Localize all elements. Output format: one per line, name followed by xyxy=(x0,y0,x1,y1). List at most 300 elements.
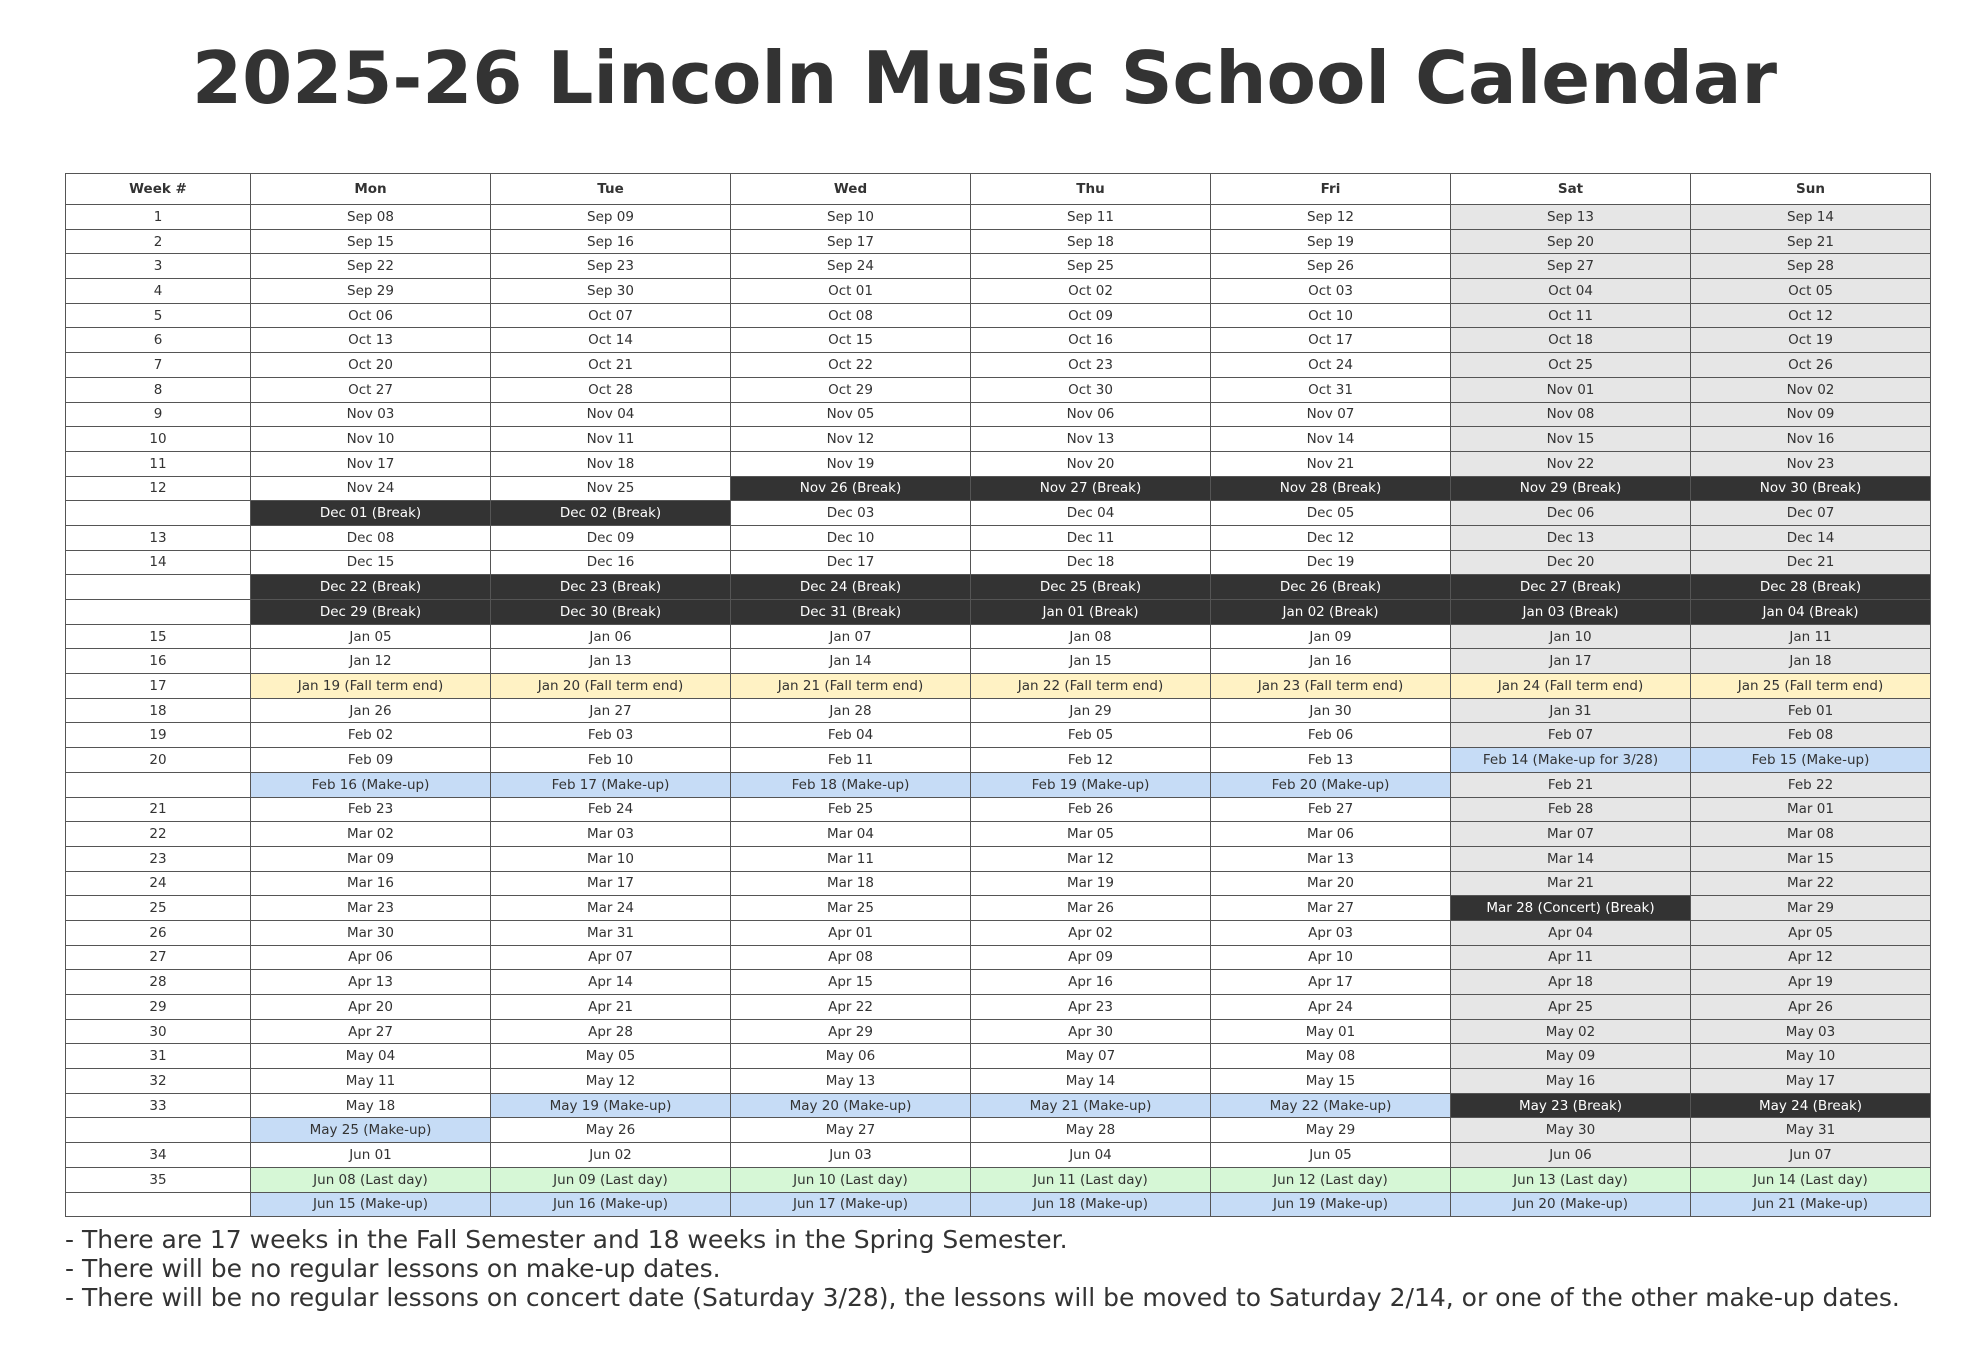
week-number-cell: 32 xyxy=(66,1069,251,1094)
week-number-cell: 17 xyxy=(66,674,251,699)
date-cell: Mar 15 xyxy=(1691,846,1931,871)
table-row xyxy=(66,846,1931,871)
week-number-cell xyxy=(66,600,251,625)
table-row xyxy=(66,1192,1931,1217)
table-row xyxy=(66,205,1931,230)
table-row xyxy=(66,1069,1931,1094)
week-number-cell: 4 xyxy=(66,279,251,304)
week-number-cell: 2 xyxy=(66,229,251,254)
date-cell: Oct 05 xyxy=(1691,279,1931,304)
date-cell: Nov 19 xyxy=(731,451,971,476)
date-cell: Mar 27 xyxy=(1211,896,1451,921)
date-cell: Nov 04 xyxy=(491,402,731,427)
date-cell: Jun 01 xyxy=(251,1143,491,1168)
week-number-cell: 18 xyxy=(66,698,251,723)
date-cell: Oct 24 xyxy=(1211,353,1451,378)
date-cell: Sep 26 xyxy=(1211,254,1451,279)
date-cell: Feb 04 xyxy=(731,723,971,748)
table-row xyxy=(66,822,1931,847)
date-cell: May 04 xyxy=(251,1044,491,1069)
week-number-cell: 3 xyxy=(66,254,251,279)
date-cell: Mar 12 xyxy=(971,846,1211,871)
column-header-fri: Fri xyxy=(1211,174,1451,205)
date-cell-break: Mar 28 (Concert) (Break) xyxy=(1451,896,1691,921)
date-cell: Feb 23 xyxy=(251,797,491,822)
date-cell: Dec 09 xyxy=(491,525,731,550)
column-header-week: Week # xyxy=(66,174,251,205)
date-cell: Apr 01 xyxy=(731,920,971,945)
date-cell: Apr 30 xyxy=(971,1019,1211,1044)
date-cell: Mar 24 xyxy=(491,896,731,921)
date-cell: Oct 30 xyxy=(971,377,1211,402)
date-cell: Mar 13 xyxy=(1211,846,1451,871)
table-header-row xyxy=(66,174,1931,205)
date-cell-makeup: Feb 14 (Make-up for 3/28) xyxy=(1451,748,1691,773)
week-number-cell xyxy=(66,1118,251,1143)
date-cell: Mar 17 xyxy=(491,871,731,896)
date-cell: Mar 10 xyxy=(491,846,731,871)
date-cell: Sep 19 xyxy=(1211,229,1451,254)
date-cell: Apr 11 xyxy=(1451,945,1691,970)
date-cell: May 07 xyxy=(971,1044,1211,1069)
date-cell: Feb 11 xyxy=(731,748,971,773)
note-line: - There will be no regular lessons on make-up dates. xyxy=(65,1254,721,1283)
date-cell: Feb 27 xyxy=(1211,797,1451,822)
week-number-cell: 16 xyxy=(66,649,251,674)
date-cell-term-end: Jan 20 (Fall term end) xyxy=(491,674,731,699)
week-number-cell: 12 xyxy=(66,476,251,501)
table-row xyxy=(66,945,1931,970)
date-cell: Jun 04 xyxy=(971,1143,1211,1168)
date-cell: Mar 08 xyxy=(1691,822,1931,847)
note-line: - There are 17 weeks in the Fall Semester and 18 weeks in the Spring Semester. xyxy=(65,1225,1068,1254)
notes xyxy=(65,1225,1945,1312)
date-cell: Sep 27 xyxy=(1451,254,1691,279)
date-cell-break: Nov 29 (Break) xyxy=(1451,476,1691,501)
date-cell: Nov 18 xyxy=(491,451,731,476)
table-row xyxy=(66,1167,1931,1192)
week-number-cell: 11 xyxy=(66,451,251,476)
date-cell-break: Dec 31 (Break) xyxy=(731,600,971,625)
week-number-cell: 28 xyxy=(66,970,251,995)
date-cell: Nov 09 xyxy=(1691,402,1931,427)
date-cell: Apr 25 xyxy=(1451,995,1691,1020)
week-number-cell: 21 xyxy=(66,797,251,822)
table-row xyxy=(66,920,1931,945)
column-header-mon: Mon xyxy=(251,174,491,205)
date-cell: May 18 xyxy=(251,1093,491,1118)
table-row xyxy=(66,254,1931,279)
date-cell: Nov 08 xyxy=(1451,402,1691,427)
date-cell: Oct 28 xyxy=(491,377,731,402)
date-cell-break: Dec 27 (Break) xyxy=(1451,575,1691,600)
date-cell: Dec 13 xyxy=(1451,525,1691,550)
date-cell: Jan 07 xyxy=(731,624,971,649)
page-title: 2025-26 Lincoln Music School Calendar xyxy=(192,36,1777,120)
table-row xyxy=(66,1019,1931,1044)
date-cell: Dec 21 xyxy=(1691,550,1931,575)
date-cell: Oct 21 xyxy=(491,353,731,378)
date-cell: Sep 28 xyxy=(1691,254,1931,279)
date-cell: Oct 20 xyxy=(251,353,491,378)
date-cell: Sep 08 xyxy=(251,205,491,230)
date-cell: Apr 20 xyxy=(251,995,491,1020)
date-cell: Apr 08 xyxy=(731,945,971,970)
table-row xyxy=(66,624,1931,649)
date-cell-break: Jan 03 (Break) xyxy=(1451,600,1691,625)
date-cell: Nov 20 xyxy=(971,451,1211,476)
table-body xyxy=(66,205,1931,1217)
date-cell-term-end: Jan 22 (Fall term end) xyxy=(971,674,1211,699)
date-cell: Jan 16 xyxy=(1211,649,1451,674)
date-cell: May 14 xyxy=(971,1069,1211,1094)
date-cell: Jan 28 xyxy=(731,698,971,723)
date-cell-makeup: May 21 (Make-up) xyxy=(971,1093,1211,1118)
table-row xyxy=(66,377,1931,402)
week-number-cell: 1 xyxy=(66,205,251,230)
date-cell: Mar 03 xyxy=(491,822,731,847)
date-cell: May 08 xyxy=(1211,1044,1451,1069)
date-cell-break: Dec 22 (Break) xyxy=(251,575,491,600)
date-cell: Oct 11 xyxy=(1451,303,1691,328)
date-cell: Apr 17 xyxy=(1211,970,1451,995)
table-row xyxy=(66,1118,1931,1143)
date-cell: Dec 14 xyxy=(1691,525,1931,550)
date-cell: Jan 09 xyxy=(1211,624,1451,649)
date-cell: Apr 28 xyxy=(491,1019,731,1044)
table-row xyxy=(66,674,1931,699)
table-row xyxy=(66,797,1931,822)
date-cell-break: May 23 (Break) xyxy=(1451,1093,1691,1118)
date-cell: Dec 10 xyxy=(731,525,971,550)
date-cell: Jan 14 xyxy=(731,649,971,674)
date-cell-term-end: Jan 24 (Fall term end) xyxy=(1451,674,1691,699)
date-cell: Jan 05 xyxy=(251,624,491,649)
date-cell: Sep 29 xyxy=(251,279,491,304)
date-cell: Apr 24 xyxy=(1211,995,1451,1020)
date-cell-makeup: Feb 19 (Make-up) xyxy=(971,772,1211,797)
date-cell: Feb 05 xyxy=(971,723,1211,748)
date-cell: Nov 23 xyxy=(1691,451,1931,476)
week-number-cell: 10 xyxy=(66,427,251,452)
date-cell: Mar 01 xyxy=(1691,797,1931,822)
date-cell: Mar 31 xyxy=(491,920,731,945)
table-row xyxy=(66,896,1931,921)
date-cell-term-end: Jan 23 (Fall term end) xyxy=(1211,674,1451,699)
date-cell-makeup: May 20 (Make-up) xyxy=(731,1093,971,1118)
week-number-cell: 15 xyxy=(66,624,251,649)
week-number-cell: 9 xyxy=(66,402,251,427)
date-cell: Oct 09 xyxy=(971,303,1211,328)
date-cell-makeup: Jun 16 (Make-up) xyxy=(491,1192,731,1217)
date-cell: Apr 21 xyxy=(491,995,731,1020)
week-number-cell: 24 xyxy=(66,871,251,896)
date-cell-break: Jan 01 (Break) xyxy=(971,600,1211,625)
date-cell: Apr 07 xyxy=(491,945,731,970)
date-cell: May 31 xyxy=(1691,1118,1931,1143)
table-row xyxy=(66,550,1931,575)
date-cell: Mar 30 xyxy=(251,920,491,945)
date-cell-makeup: May 19 (Make-up) xyxy=(491,1093,731,1118)
week-number-cell: 8 xyxy=(66,377,251,402)
date-cell: Mar 16 xyxy=(251,871,491,896)
date-cell: Oct 23 xyxy=(971,353,1211,378)
date-cell: Dec 20 xyxy=(1451,550,1691,575)
date-cell: Apr 04 xyxy=(1451,920,1691,945)
table-row xyxy=(66,970,1931,995)
date-cell-break: Dec 02 (Break) xyxy=(491,501,731,526)
date-cell-break: Nov 30 (Break) xyxy=(1691,476,1931,501)
date-cell-break: Dec 24 (Break) xyxy=(731,575,971,600)
date-cell: Sep 17 xyxy=(731,229,971,254)
date-cell: Nov 05 xyxy=(731,402,971,427)
date-cell: Jan 30 xyxy=(1211,698,1451,723)
table-row xyxy=(66,995,1931,1020)
date-cell: May 03 xyxy=(1691,1019,1931,1044)
date-cell: Jan 31 xyxy=(1451,698,1691,723)
date-cell: Sep 14 xyxy=(1691,205,1931,230)
date-cell: May 29 xyxy=(1211,1118,1451,1143)
date-cell: Nov 07 xyxy=(1211,402,1451,427)
date-cell-last-day: Jun 09 (Last day) xyxy=(491,1167,731,1192)
week-number-cell xyxy=(66,772,251,797)
calendar-table xyxy=(65,173,1931,1217)
date-cell: Dec 04 xyxy=(971,501,1211,526)
date-cell: Feb 03 xyxy=(491,723,731,748)
date-cell: May 15 xyxy=(1211,1069,1451,1094)
date-cell: Oct 15 xyxy=(731,328,971,353)
date-cell: Mar 25 xyxy=(731,896,971,921)
table-row xyxy=(66,353,1931,378)
date-cell: Nov 17 xyxy=(251,451,491,476)
date-cell: Nov 10 xyxy=(251,427,491,452)
table-row xyxy=(66,772,1931,797)
date-cell: Oct 25 xyxy=(1451,353,1691,378)
date-cell: Oct 03 xyxy=(1211,279,1451,304)
date-cell: Oct 14 xyxy=(491,328,731,353)
date-cell: Feb 08 xyxy=(1691,723,1931,748)
date-cell: Feb 02 xyxy=(251,723,491,748)
date-cell-makeup: Feb 20 (Make-up) xyxy=(1211,772,1451,797)
date-cell: Apr 02 xyxy=(971,920,1211,945)
week-number-cell: 30 xyxy=(66,1019,251,1044)
date-cell: Apr 10 xyxy=(1211,945,1451,970)
table-row xyxy=(66,451,1931,476)
date-cell: Dec 07 xyxy=(1691,501,1931,526)
date-cell: Nov 22 xyxy=(1451,451,1691,476)
date-cell: Feb 12 xyxy=(971,748,1211,773)
date-cell-last-day: Jun 13 (Last day) xyxy=(1451,1167,1691,1192)
date-cell-makeup: Jun 17 (Make-up) xyxy=(731,1192,971,1217)
date-cell: Oct 08 xyxy=(731,303,971,328)
date-cell: Nov 24 xyxy=(251,476,491,501)
date-cell-makeup: Jun 18 (Make-up) xyxy=(971,1192,1211,1217)
date-cell-makeup: May 25 (Make-up) xyxy=(251,1118,491,1143)
table-row xyxy=(66,698,1931,723)
date-cell: Sep 10 xyxy=(731,205,971,230)
date-cell: Dec 18 xyxy=(971,550,1211,575)
date-cell: Feb 10 xyxy=(491,748,731,773)
date-cell: Mar 06 xyxy=(1211,822,1451,847)
date-cell: Nov 01 xyxy=(1451,377,1691,402)
date-cell: May 16 xyxy=(1451,1069,1691,1094)
date-cell: Oct 06 xyxy=(251,303,491,328)
date-cell-break: Dec 28 (Break) xyxy=(1691,575,1931,600)
week-number-cell: 34 xyxy=(66,1143,251,1168)
table-row xyxy=(66,279,1931,304)
table-row xyxy=(66,723,1931,748)
week-number-cell xyxy=(66,1192,251,1217)
date-cell: Sep 15 xyxy=(251,229,491,254)
date-cell: Mar 14 xyxy=(1451,846,1691,871)
date-cell: Oct 31 xyxy=(1211,377,1451,402)
date-cell: Dec 19 xyxy=(1211,550,1451,575)
date-cell-makeup: Jun 20 (Make-up) xyxy=(1451,1192,1691,1217)
date-cell: May 11 xyxy=(251,1069,491,1094)
date-cell: Jan 29 xyxy=(971,698,1211,723)
date-cell: Nov 15 xyxy=(1451,427,1691,452)
date-cell: Jun 03 xyxy=(731,1143,971,1168)
date-cell: Sep 12 xyxy=(1211,205,1451,230)
week-number-cell: 22 xyxy=(66,822,251,847)
date-cell: May 10 xyxy=(1691,1044,1931,1069)
week-number-cell: 29 xyxy=(66,995,251,1020)
date-cell: Sep 18 xyxy=(971,229,1211,254)
date-cell: Apr 16 xyxy=(971,970,1211,995)
date-cell: Jun 02 xyxy=(491,1143,731,1168)
table-row xyxy=(66,427,1931,452)
week-number-cell: 27 xyxy=(66,945,251,970)
column-header-tue: Tue xyxy=(491,174,731,205)
date-cell: Nov 11 xyxy=(491,427,731,452)
date-cell-makeup: Feb 15 (Make-up) xyxy=(1691,748,1931,773)
date-cell: Jan 13 xyxy=(491,649,731,674)
date-cell: May 05 xyxy=(491,1044,731,1069)
date-cell: Apr 27 xyxy=(251,1019,491,1044)
table-row xyxy=(66,303,1931,328)
date-cell-last-day: Jun 08 (Last day) xyxy=(251,1167,491,1192)
week-number-cell: 33 xyxy=(66,1093,251,1118)
date-cell-last-day: Jun 10 (Last day) xyxy=(731,1167,971,1192)
date-cell: Feb 01 xyxy=(1691,698,1931,723)
table-row xyxy=(66,501,1931,526)
table-row xyxy=(66,1044,1931,1069)
date-cell: Mar 22 xyxy=(1691,871,1931,896)
date-cell: Sep 11 xyxy=(971,205,1211,230)
date-cell: May 01 xyxy=(1211,1019,1451,1044)
date-cell: Sep 09 xyxy=(491,205,731,230)
date-cell-makeup: Jun 15 (Make-up) xyxy=(251,1192,491,1217)
table-row xyxy=(66,575,1931,600)
date-cell: Mar 26 xyxy=(971,896,1211,921)
date-cell: Feb 07 xyxy=(1451,723,1691,748)
date-cell: Sep 21 xyxy=(1691,229,1931,254)
date-cell: Feb 25 xyxy=(731,797,971,822)
date-cell: Feb 22 xyxy=(1691,772,1931,797)
table-row xyxy=(66,600,1931,625)
date-cell-last-day: Jun 12 (Last day) xyxy=(1211,1167,1451,1192)
date-cell: Nov 03 xyxy=(251,402,491,427)
date-cell: Jan 10 xyxy=(1451,624,1691,649)
date-cell: Jun 06 xyxy=(1451,1143,1691,1168)
note-line: - There will be no regular lessons on concert date (Saturday 3/28), the lessons will be moved to Saturday 2/14, or one of the other make-up dates. xyxy=(65,1283,1900,1312)
week-number-cell xyxy=(66,501,251,526)
week-number-cell: 20 xyxy=(66,748,251,773)
date-cell: Oct 29 xyxy=(731,377,971,402)
date-cell: May 06 xyxy=(731,1044,971,1069)
date-cell: Dec 12 xyxy=(1211,525,1451,550)
date-cell: Sep 23 xyxy=(491,254,731,279)
date-cell-makeup: Feb 17 (Make-up) xyxy=(491,772,731,797)
table-row xyxy=(66,748,1931,773)
date-cell: Oct 17 xyxy=(1211,328,1451,353)
week-number-cell: 6 xyxy=(66,328,251,353)
date-cell: Apr 26 xyxy=(1691,995,1931,1020)
date-cell-term-end: Jan 25 (Fall term end) xyxy=(1691,674,1931,699)
date-cell: Dec 08 xyxy=(251,525,491,550)
date-cell: Nov 12 xyxy=(731,427,971,452)
date-cell: Jan 27 xyxy=(491,698,731,723)
date-cell: Mar 07 xyxy=(1451,822,1691,847)
date-cell: Mar 19 xyxy=(971,871,1211,896)
date-cell: Sep 20 xyxy=(1451,229,1691,254)
date-cell: Mar 21 xyxy=(1451,871,1691,896)
date-cell-break: May 24 (Break) xyxy=(1691,1093,1931,1118)
date-cell: Sep 30 xyxy=(491,279,731,304)
date-cell: Jun 07 xyxy=(1691,1143,1931,1168)
date-cell: May 17 xyxy=(1691,1069,1931,1094)
date-cell: May 28 xyxy=(971,1118,1211,1143)
date-cell: Oct 27 xyxy=(251,377,491,402)
date-cell: Oct 19 xyxy=(1691,328,1931,353)
date-cell: Feb 24 xyxy=(491,797,731,822)
date-cell: Dec 06 xyxy=(1451,501,1691,526)
table-row xyxy=(66,476,1931,501)
table-row xyxy=(66,328,1931,353)
column-header-sat: Sat xyxy=(1451,174,1691,205)
date-cell: Nov 21 xyxy=(1211,451,1451,476)
date-cell: Mar 02 xyxy=(251,822,491,847)
week-number-cell: 14 xyxy=(66,550,251,575)
date-cell: May 12 xyxy=(491,1069,731,1094)
table-row xyxy=(66,649,1931,674)
date-cell: Mar 11 xyxy=(731,846,971,871)
column-header-thu: Thu xyxy=(971,174,1211,205)
date-cell: Dec 11 xyxy=(971,525,1211,550)
date-cell: Nov 13 xyxy=(971,427,1211,452)
date-cell: Feb 06 xyxy=(1211,723,1451,748)
date-cell: Oct 13 xyxy=(251,328,491,353)
date-cell: Oct 26 xyxy=(1691,353,1931,378)
date-cell: Apr 14 xyxy=(491,970,731,995)
date-cell: Sep 24 xyxy=(731,254,971,279)
date-cell: May 02 xyxy=(1451,1019,1691,1044)
table-row xyxy=(66,525,1931,550)
date-cell: May 09 xyxy=(1451,1044,1691,1069)
table-row xyxy=(66,1143,1931,1168)
date-cell: Nov 14 xyxy=(1211,427,1451,452)
date-cell: Apr 23 xyxy=(971,995,1211,1020)
date-cell: May 30 xyxy=(1451,1118,1691,1143)
week-number-cell: 26 xyxy=(66,920,251,945)
date-cell: May 27 xyxy=(731,1118,971,1143)
date-cell: Jun 05 xyxy=(1211,1143,1451,1168)
week-number-cell: 7 xyxy=(66,353,251,378)
date-cell-term-end: Jan 19 (Fall term end) xyxy=(251,674,491,699)
date-cell: Oct 16 xyxy=(971,328,1211,353)
date-cell: Nov 16 xyxy=(1691,427,1931,452)
date-cell: Mar 20 xyxy=(1211,871,1451,896)
